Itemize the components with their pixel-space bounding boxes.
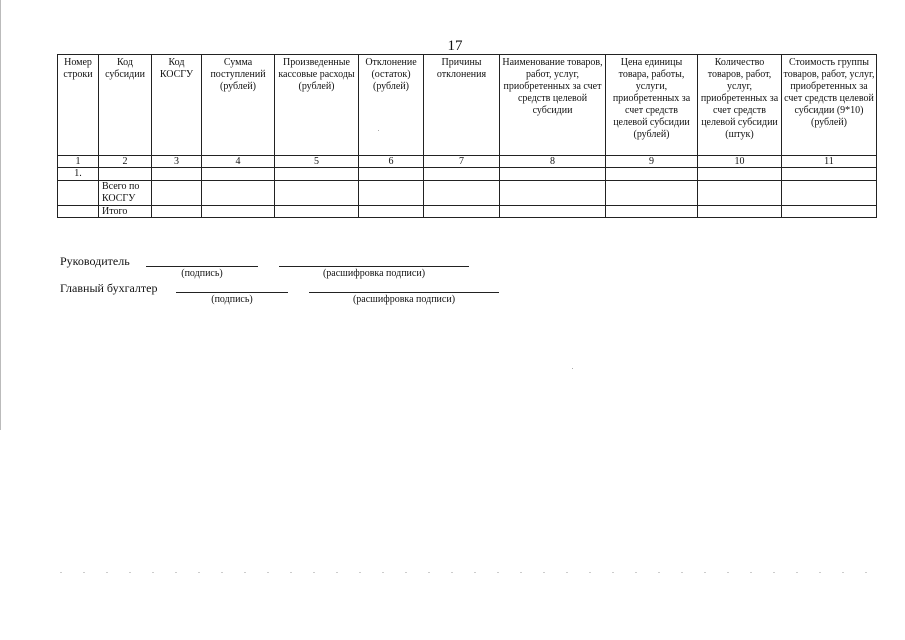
empty-cell — [606, 206, 698, 218]
column-number: 3 — [152, 156, 202, 168]
header-cash-expenses: Произведенные кассовые расходы (рублей) — [275, 55, 359, 156]
empty-cell — [606, 181, 698, 206]
chief-accountant-signature-caption: (подпись) — [211, 294, 253, 305]
empty-cell — [202, 168, 275, 181]
column-number: 9 — [606, 156, 698, 168]
header-subsidy-code: Код субсидии — [99, 55, 152, 156]
subsidy-report-table — [57, 54, 877, 218]
column-number: 6 — [359, 156, 424, 168]
table-row-total-kosgu — [58, 181, 877, 206]
table-row-total — [58, 206, 877, 218]
column-number: 8 — [500, 156, 606, 168]
empty-cell — [424, 206, 500, 218]
head-signature-line — [146, 266, 258, 267]
empty-cell — [698, 206, 782, 218]
empty-cell — [202, 206, 275, 218]
header-goods-name: Наименование товаров, работ, услуг, приобретенных за счет средств целевой субсидии — [500, 55, 606, 156]
column-number: 11 — [782, 156, 877, 168]
header-deviation-reasons: Причины отклонения — [424, 55, 500, 156]
header-receipts-amount: Сумма поступлений (рублей) — [202, 55, 275, 156]
head-decoding-caption: (расшифровка подписи) — [322, 268, 426, 279]
column-number: 5 — [275, 156, 359, 168]
empty-cell — [275, 206, 359, 218]
header-line-number: Номер строки — [58, 55, 99, 156]
empty-cell — [202, 181, 275, 206]
chief-accountant-decoding-line — [309, 292, 499, 293]
empty-cell — [359, 181, 424, 206]
header-quantity: Количество товаров, работ, услуг, приобретенных за счет средств целевой субсидии (штук) — [698, 55, 782, 156]
empty-cell — [359, 206, 424, 218]
header-kosgu-code: Код КОСГУ — [152, 55, 202, 156]
chief-accountant-signature-line — [176, 292, 288, 293]
empty-cell — [152, 206, 202, 218]
head-signature-caption: (подпись) — [181, 268, 223, 279]
header-unit-price: Цена единицы товара, работы, услуги, приобретенных за счет средств целевой субсидии (рублей) — [606, 55, 698, 156]
empty-cell — [500, 168, 606, 181]
head-label: Руководитель — [60, 254, 130, 268]
empty-cell — [152, 181, 202, 206]
chief-accountant-label: Главный бухгалтер — [60, 281, 158, 295]
empty-cell — [275, 168, 359, 181]
line-number-cell — [58, 181, 99, 206]
empty-cell — [698, 168, 782, 181]
empty-cell — [782, 181, 877, 206]
table-row — [58, 168, 877, 181]
scan-speck — [378, 130, 379, 131]
header-group-cost: Стоимость группы товаров, работ, услуг, приобретенных за счет средств целевой субсидии (9*10) (рублей) — [782, 55, 877, 156]
subsidy-code-cell — [99, 168, 152, 181]
column-number: 10 — [698, 156, 782, 168]
empty-cell — [152, 168, 202, 181]
scan-edge — [0, 0, 1, 430]
empty-cell — [698, 181, 782, 206]
header-row — [58, 55, 877, 156]
line-number-cell: 1. — [58, 168, 99, 181]
empty-cell — [782, 206, 877, 218]
chief-accountant-decoding-caption: (расшифровка подписи) — [352, 294, 456, 305]
scan-speck — [572, 368, 573, 369]
empty-cell — [500, 181, 606, 206]
empty-cell — [606, 168, 698, 181]
total-kosgu-label: Всего по КОСГУ — [99, 181, 152, 206]
empty-cell — [359, 168, 424, 181]
head-decoding-line — [279, 266, 469, 267]
column-number: 7 — [424, 156, 500, 168]
column-number: 4 — [202, 156, 275, 168]
total-label: Итого — [99, 206, 152, 218]
page-number: 17 — [447, 38, 463, 54]
empty-cell — [782, 168, 877, 181]
column-number: 1 — [58, 156, 99, 168]
empty-cell — [424, 168, 500, 181]
scan-noise-line — [60, 572, 880, 573]
empty-cell — [500, 206, 606, 218]
line-number-cell — [58, 206, 99, 218]
header-deviation: Отклонение (остаток) (рублей) — [359, 55, 424, 156]
empty-cell — [275, 181, 359, 206]
empty-cell — [424, 181, 500, 206]
column-number-row — [58, 156, 877, 168]
column-number: 2 — [99, 156, 152, 168]
